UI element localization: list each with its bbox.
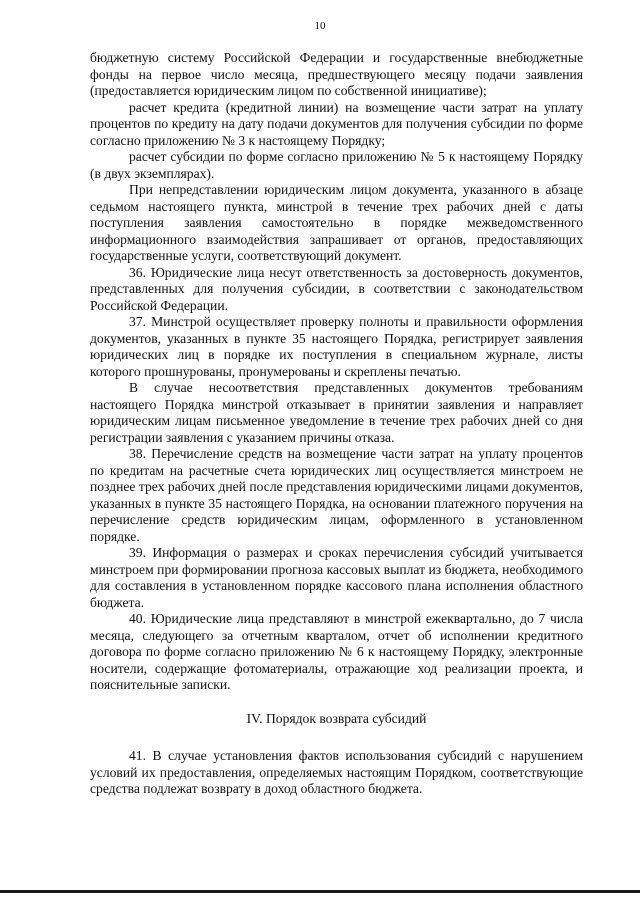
- page-bottom-rule: [0, 890, 640, 893]
- paragraph: расчет субсидии по форме согласно приложению № 5 к настоящему Порядку (в двух экземплярах).: [90, 149, 583, 181]
- paragraph-38: 38. Перечисление средств на возмещение части затрат на уплату процентов по кредитам на расчетные счета юридических лиц осуществляется минстроем не позднее трех рабочих дней после представления юридическими лицами документов, указанных в пункте 35 настоящего Порядка, на основании платежного поручения на перечисление средств юридическим лицам, оформленного в установленном порядке.: [90, 446, 583, 544]
- paragraph-39: 39. Информация о размерах и сроках перечисления субсидий учитывается минстроем при формировании прогноза кассовых выплат из бюджета, необходимого для составления в установленном порядке кассового плана исполнения областного бюджета.: [90, 545, 583, 610]
- paragraph: бюджетную систему Российской Федерации и государственные внебюджетные фонды на первое число месяца, предшествующего месяцу подачи заявления (предоставляется юридическим лицом по собственной инициативе);: [90, 50, 583, 98]
- paragraph: расчет кредита (кредитной линии) на возмещение части затрат на уплату процентов по кредиту на дату подачи документов для получения субсидии по форме согласно приложению № 3 к настоящему Порядку;: [90, 99, 583, 148]
- page-number: 10: [314, 20, 326, 32]
- document-body: [90, 50, 583, 798]
- paragraph: В случае несоответствия представленных документов требованиям настоящего Порядка минстрой отказывает в принятии заявления и направляет юридическим лицам письменное уведомление в течение трех рабочих дней со дня регистрации заявления с указанием причины отказа.: [90, 380, 583, 445]
- paragraph-37: 37. Минстрой осуществляет проверку полноты и правильности оформления документов, указанных в пункте 35 настоящего Порядка, регистрирует заявления юридических лиц в порядке их поступления в специальном журнале, листы которого прошнурованы, пронумерованы и скреплены печатью.: [90, 314, 583, 379]
- paragraph: При непредставлении юридическим лицом документа, указанного в абзаце седьмом настоящего пункта, минстрой в течение трех рабочих дней с даты поступления заявления самостоятельно в порядке межведомственного информационного взаимодействия запрашивает от органов, предоставляющих государственные услуги, соответствующий документ.: [90, 182, 583, 263]
- paragraph-36: 36. Юридические лица несут ответственность за достоверность документов, представленных для получения субсидии, в соответствии с законодательством Российской Федерации.: [90, 264, 583, 313]
- paragraph-40: 40. Юридические лица представляют в минстрой ежеквартально, до 7 числа месяца, следующего за отчетным кварталом, отчет об исполнении кредитного договора по форме согласно приложению № 6 к настоящему Порядку, электронные носители, содержащие фотоматериалы, отражающие ход реализации проекта, и пояснительные записки.: [90, 611, 583, 692]
- paragraph-41: 41. В случае установления фактов использования субсидий с нарушением условий их предоставления, определяемых настоящим Порядком, соответствующие средства подлежат возврату в доход областного бюджета.: [90, 748, 583, 796]
- section-heading: IV. Порядок возврата субсидий: [246, 710, 427, 726]
